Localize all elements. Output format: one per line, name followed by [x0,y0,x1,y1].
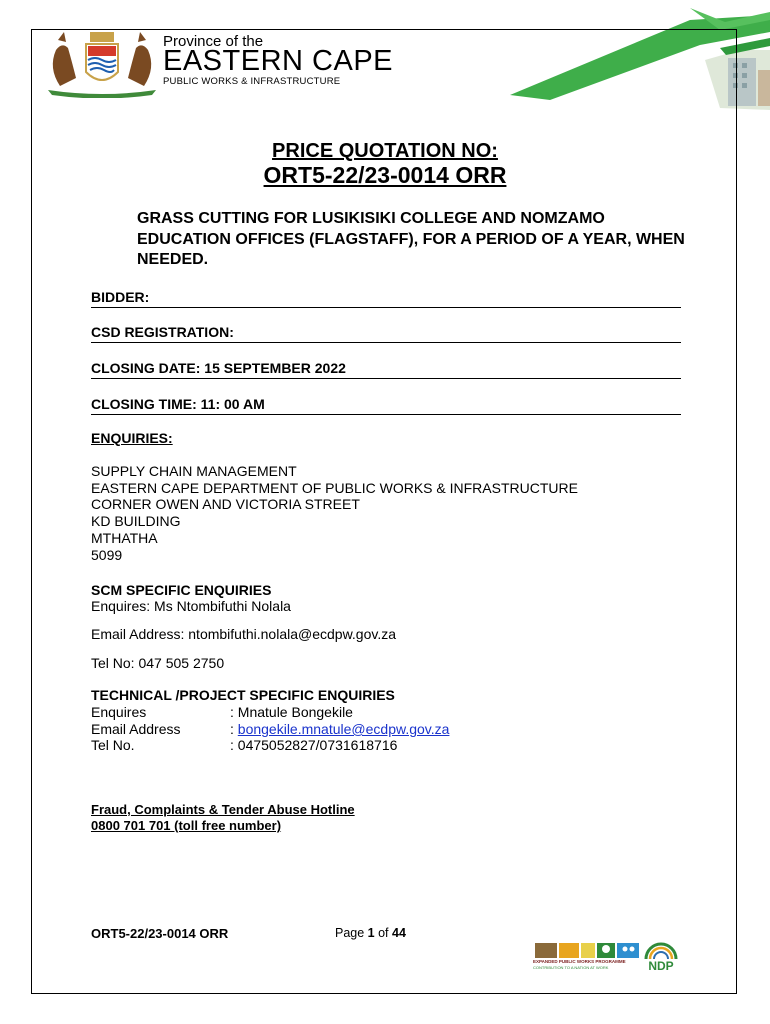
ndp-label: NDP [648,959,674,973]
hotline-number: 0800 701 701 (toll free number) [91,818,282,833]
technical-email-label: Email Address [91,721,181,737]
technical-tel-row [91,737,397,753]
page-prefix: Page [335,926,368,940]
hotline-title: Fraud, Complaints & Tender Abuse Hotline [91,802,355,817]
technical-tel-label: Tel No. [91,737,135,753]
epwp-label: EXPANDED PUBLIC WORKS PROGRAMME [533,959,626,964]
address-line: KD BUILDING [91,513,181,530]
technical-heading: TECHNICAL /PROJECT SPECIFIC ENQUIRIES [91,687,395,703]
epwp-icons [533,941,641,959]
epwp-logo [533,941,641,973]
page-current: 1 [367,926,375,940]
address-line: 5099 [91,546,123,563]
page-total: 44 [392,926,406,940]
closing-date-field: CLOSING DATE: 15 SEPTEMBER 2022 [91,360,681,379]
csd-registration-field: CSD REGISTRATION: [91,324,681,343]
address-line: SUPPLY CHAIN MANAGEMENT [91,463,297,479]
technical-email-row [91,721,449,737]
technical-enquires-label: Enquires [91,704,147,720]
technical-email-colon: : [230,721,238,737]
technical-tel-value: : 0475052827/0731618716 [230,737,398,753]
closing-time-field: CLOSING TIME: 11: 00 AM [91,396,681,415]
scm-tel: Tel No: 047 505 2750 [91,655,225,671]
header-province-name: EASTERN CAPE [163,45,393,77]
ndp-arc-icon [644,942,678,960]
epwp-tagline: CONTRIBUTION TO A NATION AT WORK [533,965,609,970]
header-department: PUBLIC WORKS & INFRASTRUCTURE [163,76,341,87]
quotation-number: ORT5-22/23-0014 ORR [263,162,507,188]
page-of: of [374,926,392,940]
address-line: MTHATHA [91,529,158,546]
technical-enquires-value: : Mnatule Bongekile [230,704,353,720]
bidder-field: BIDDER: [91,289,681,308]
quotation-label: PRICE QUOTATION NO: [272,140,498,162]
technical-email-link[interactable]: bongekile.mnatule@ecdpw.gov.za [237,721,450,737]
project-title: GRASS CUTTING FOR LUSIKISIKI COLLEGE AND NOMZAMO EDUCATION OFFICES (FLAGSTAFF), FOR A PERIOD OF A YEAR, WHEN NEEDED. [137,210,685,268]
address-line: CORNER OWEN AND VICTORIA STREET [91,496,360,513]
ndp-logo [644,942,678,974]
scm-enquires: Enquires: Ms Ntombifuthi Nolala [91,598,291,614]
header-province-label: Province of the [163,33,264,50]
scm-email: Email Address: ntombifuthi.nolala@ecdpw.gov.za [91,626,397,642]
footer-page-number [335,926,406,940]
address-line: EASTERN CAPE DEPARTMENT OF PUBLIC WORKS & INFRASTRUCTURE [91,479,578,496]
coat-of-arms-logo [42,28,162,98]
technical-enquires-row [91,704,353,720]
enquiries-heading: ENQUIRIES: [91,430,173,446]
address-block [91,463,578,563]
footer-reference: ORT5-22/23-0014 ORR [91,926,229,941]
scm-heading: SCM SPECIFIC ENQUIRIES [91,582,272,598]
